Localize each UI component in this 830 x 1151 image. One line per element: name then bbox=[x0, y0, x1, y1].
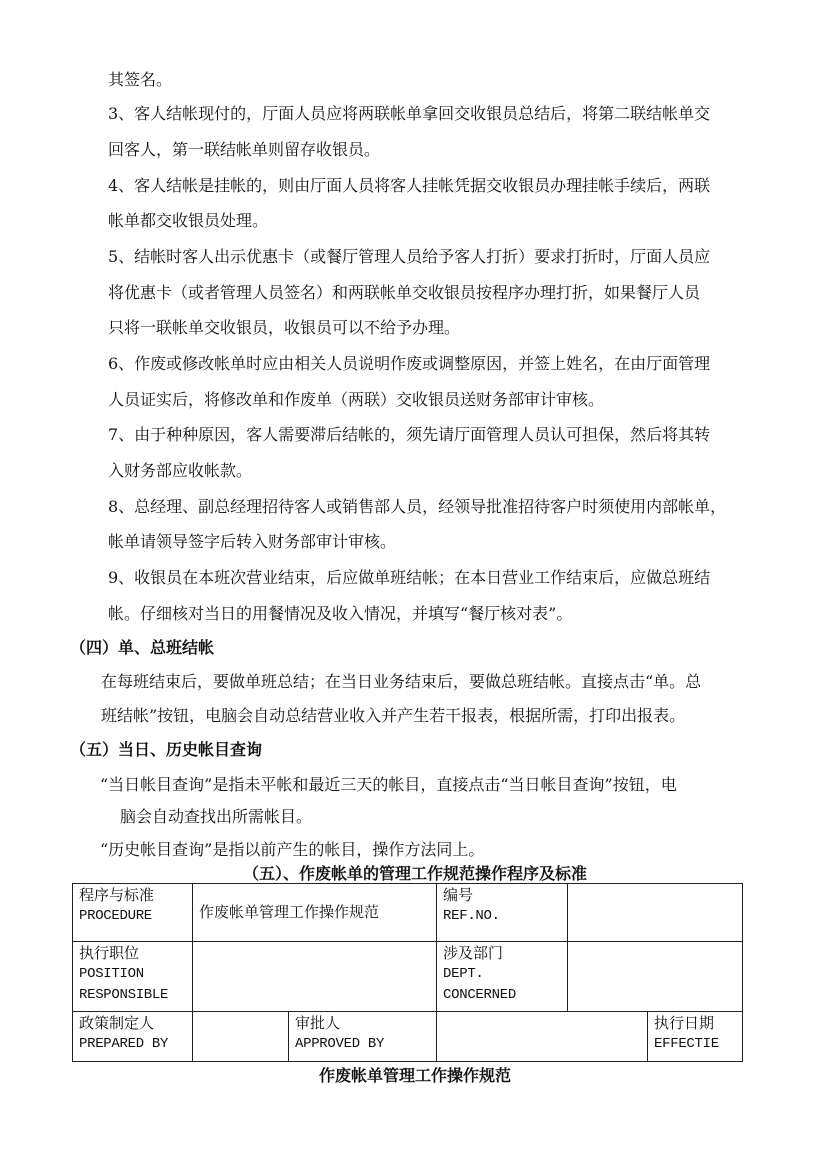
text-line: 其签名。 bbox=[108, 70, 173, 89]
dept-label-cell bbox=[437, 942, 568, 1012]
prepared-label-en: PREPARED BY bbox=[79, 1036, 169, 1052]
text-line: 班结帐”按钮，电脑会自动总结营业收入并产生若干报表，根据所需，打印出报表。 bbox=[101, 706, 686, 725]
text-line: 将优惠卡（或者管理人员签名）和两联帐单交收银员按程序办理打折，如果餐厅人员 bbox=[108, 283, 701, 302]
dept-label-en: CONCERNED bbox=[443, 987, 516, 1003]
approved-value-cell bbox=[437, 1012, 648, 1062]
text-line: 7、由于种种原因，客人需要滞后结帐的，须先请厅面管理人员认可担保，然后将其转 bbox=[108, 425, 711, 444]
position-value-cell bbox=[193, 942, 437, 1012]
procedure-value-cell bbox=[193, 884, 437, 942]
procedure-label-en: PROCEDURE bbox=[79, 908, 152, 924]
table-title: （五）、作废帐单的管理工作规范操作程序及标准 bbox=[242, 864, 587, 883]
effective-label-cell bbox=[648, 1012, 743, 1062]
text-line: 在每班结束后，要做单班总结；在当日业务结束后，要做总班结帐。直接点击“单。总 bbox=[101, 672, 702, 691]
approved-label-cell bbox=[289, 1012, 437, 1062]
text-line: 4、客人结帐是挂帐的，则由厅面人员将客人挂帐凭据交收银员办理挂帐手续后，两联 bbox=[108, 176, 711, 195]
text-line: 9、收银员在本班次营业结束，后应做单班结帐；在本日营业工作结束后，应做总班结 bbox=[108, 568, 711, 587]
text-line: “当日帐目查询”是指未平帐和最近三天的帐目，直接点击“当日帐目查询”按钮，电 bbox=[100, 775, 677, 794]
procedure-label-cell bbox=[73, 884, 193, 942]
text-line: 脑会自动查找出所需帐目。 bbox=[120, 807, 313, 826]
footer-title: 作废帐单管理工作操作规范 bbox=[318, 1066, 511, 1085]
dept-label-en: DEPT. bbox=[443, 966, 484, 982]
ref-label-cell bbox=[437, 884, 568, 942]
approved-label-en: APPROVED BY bbox=[295, 1036, 385, 1052]
text-line: 入财务部应收帐款。 bbox=[108, 461, 253, 480]
text-line: 5、结帐时客人出示优惠卡（或餐厅管理人员给予客人打折）要求打折时，厅面人员应 bbox=[108, 247, 711, 266]
ref-label-cn: 编号 bbox=[443, 886, 474, 904]
text-line: 6、作废或修改帐单时应由相关人员说明作废或调整原因，并签上姓名，在由厅面管理 bbox=[108, 354, 711, 373]
position-label-cell bbox=[73, 942, 193, 1012]
text-line: 只将一联帐单交收银员，收银员可以不给予办理。 bbox=[108, 318, 461, 337]
effective-label-en: EFFECTIE bbox=[654, 1036, 719, 1052]
approved-label-cn: 审批人 bbox=[295, 1014, 341, 1032]
position-label-cn: 执行职位 bbox=[79, 944, 140, 962]
text-line: 帐单请领导签字后转入财务部审计审核。 bbox=[108, 532, 397, 551]
position-label-en: RESPONSIBLE bbox=[79, 987, 169, 1003]
text-line: “历史帐目查询”是指以前产生的帐目，操作方法同上。 bbox=[100, 840, 485, 859]
text-line: 人员证实后，将修改单和作废单（两联）交收银员送财务部审计审核。 bbox=[108, 390, 605, 409]
text-line: 8、总经理、副总经理招待客人或销售部人员，经领导批准招待客户时须使用内部帐单， bbox=[108, 497, 727, 516]
prepared-label-cn: 政策制定人 bbox=[79, 1014, 155, 1032]
text-line: 帐。仔细核对当日的用餐情况及收入情况，并填写“餐厅核对表”。 bbox=[108, 604, 573, 623]
prepared-label-cell bbox=[73, 1012, 193, 1062]
section-heading: （五）当日、历史帐目查询 bbox=[70, 740, 263, 759]
procedure-value: 作废帐单管理工作操作规范 bbox=[199, 903, 380, 921]
section-heading: （四）单、总班结帐 bbox=[70, 638, 215, 657]
text-line: 帐单都交收银员处理。 bbox=[108, 211, 269, 230]
position-label-en: POSITION bbox=[79, 966, 144, 982]
effective-label-cn: 执行日期 bbox=[654, 1014, 715, 1032]
procedure-table bbox=[72, 883, 743, 1062]
text-line: 3、客人结帐现付的，厅面人员应将两联帐单拿回交收银员总结后，将第二联结帐单交 bbox=[108, 104, 711, 123]
ref-label-en: REF.NO. bbox=[443, 908, 500, 924]
ref-value-cell bbox=[568, 884, 743, 942]
dept-value-cell bbox=[568, 942, 743, 1012]
text-line: 回客人，第一联结帐单则留存收银员。 bbox=[108, 140, 381, 159]
prepared-value-cell bbox=[193, 1012, 289, 1062]
procedure-label-cn: 程序与标准 bbox=[79, 886, 155, 904]
dept-label-cn: 涉及部门 bbox=[443, 944, 504, 962]
